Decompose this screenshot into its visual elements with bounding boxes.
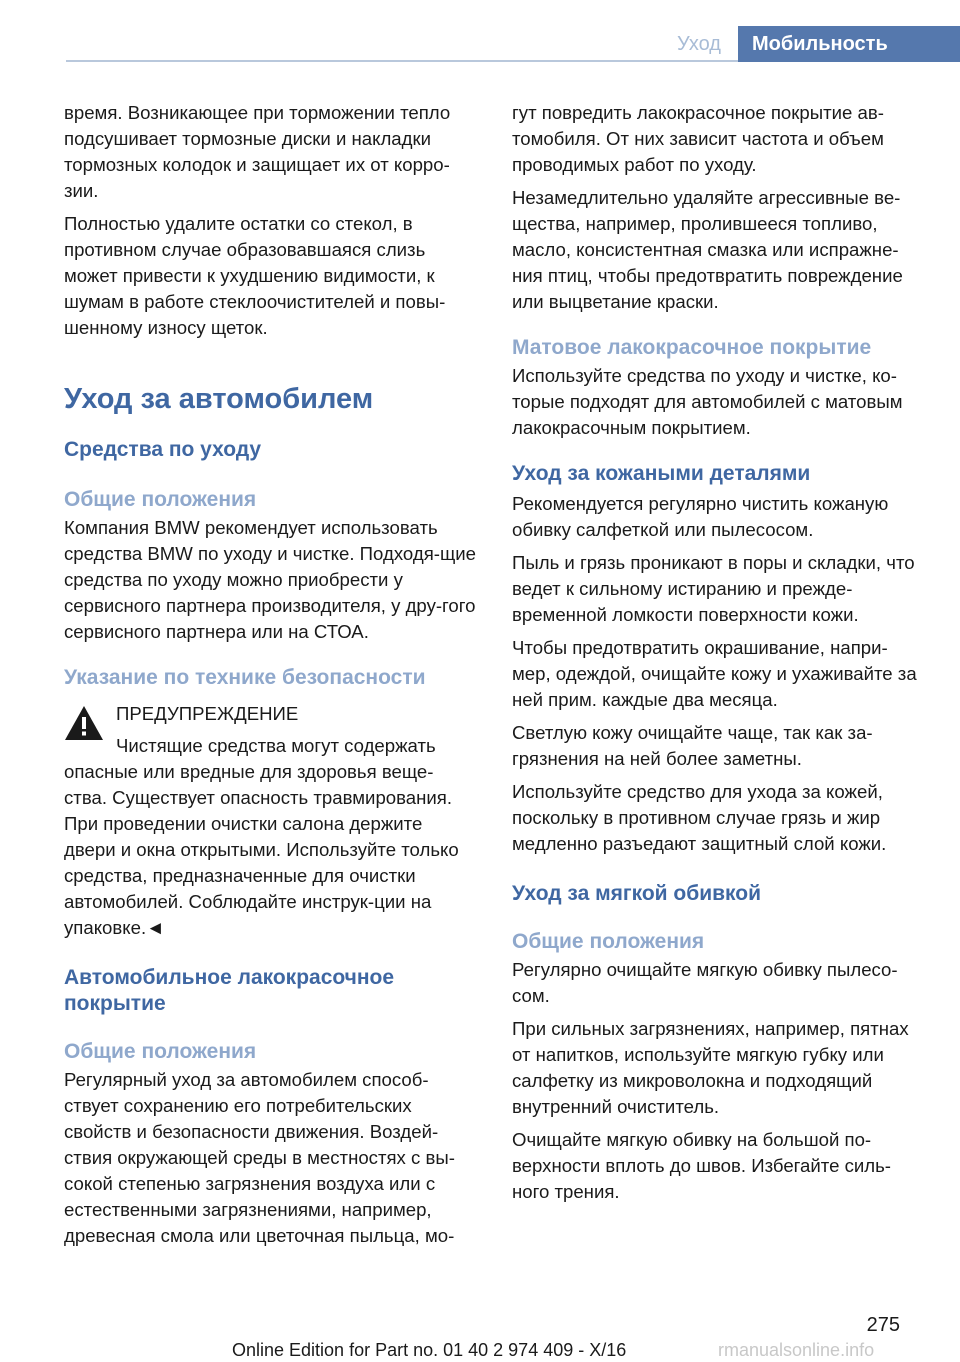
subsection-heading: Общие положения: [512, 930, 705, 953]
subsection-heading: Указание по технике безопасности: [64, 666, 426, 689]
paragraph: Светлую кожу очищайте чаще, так как за‐грязнения на ней более заметны.: [512, 722, 873, 769]
chapter-heading: Уход за автомобилем: [64, 383, 374, 415]
paragraph: Очищайте мягкую обивку на большой по‐верхности вплоть до швов. Избегайте силь‐ного трения.: [512, 1129, 892, 1202]
left-column: [64, 100, 476, 1256]
section-heading: Уход за кожаными деталями: [512, 462, 811, 485]
subsection-heading: Общие положения: [64, 488, 257, 511]
section-heading: Автомобильное лакокрасочное покрытие: [64, 966, 395, 1015]
right-column: [512, 100, 924, 1212]
section-tab-care[interactable]: Уход: [677, 33, 721, 55]
paragraph: Регулярно очищайте мягкую обивку пылесо‐сом.: [512, 959, 898, 1006]
watermark: rmanualsonline.info: [718, 1340, 875, 1360]
header-divider: [66, 60, 738, 62]
subsection-heading: Матовое лакокрасочное покрытие: [512, 336, 872, 359]
edition-line: Online Edition for Part no. 01 40 2 974 409 - X/16: [232, 1340, 627, 1360]
page-footer: [0, 1300, 960, 1362]
paragraph: Незамедлительно удаляйте агрессивные ве‐щества, например, пролившееся топливо, масло, консистентная смазка или испражне‐ния птиц, чтобы предотвратить повреждение или выцветание краски.: [512, 187, 903, 312]
paragraph: Компания BMW рекомендует использовать средства BMW по уходу и чистке. Подходя‐щие средства по уходу можно приобрести у сервисного партнера производителя, у дру‐гого сервисного партнера или на СТОА.: [64, 517, 476, 642]
page-number: 275: [866, 1314, 900, 1336]
paragraph: Чтобы предотвратить окрашивание, напри‐мер, одеждой, очищайте кожу и ухаживайте за ней прим. каждые два месяца.: [512, 637, 917, 710]
warning-text: Чистящие средства могут содержать опасные или вредные для здоровья веще‐ства. Существует опасность травмирования. При проведении очистки салона держите двери и окна открытыми. Используйте только средства, предназначенные для очистки автомобилей. Соблюдайте инструк‐ции на упаковке.◄: [64, 735, 459, 938]
warning-triangle-icon: [64, 705, 104, 741]
paragraph: При сильных загрязнениях, например, пятнах от напитков, используйте мягкую губку или салфетку из микроволокна и подходящий внутренний очиститель.: [512, 1018, 909, 1117]
section-heading: Средства по уходу: [64, 438, 262, 461]
warning-title: ПРЕДУПРЕЖДЕНИЕ: [116, 703, 299, 724]
paragraph: время. Возникающее при торможении тепло подсушивает тормозные диски и накладки тормозных колодок и защищает их от корро‐зии.: [64, 102, 451, 201]
paragraph: гут повредить лакокрасочное покрытие ав‐томобиля. От них зависит частота и объем проводимых работ по уходу.: [512, 102, 884, 175]
section-tab-mobility[interactable]: Мобильность: [738, 26, 960, 62]
page-header: [0, 0, 960, 62]
section-heading: Уход за мягкой обивкой: [512, 882, 762, 905]
paragraph: Пыль и грязь проникают в поры и складки, что ведет к сильному истиранию и прежде‐временной ломкости поверхности кожи.: [512, 552, 915, 625]
paragraph: Используйте средство для ухода за кожей, поскольку в противном случае грязь и жир медленно разъедают защитный слой кожи.: [512, 781, 887, 854]
paragraph: Полностью удалите остатки со стекол, в противном случае образовавшаяся слизь может привести к ухудшению видимости, к шумам в работе стеклоочистителей и повы‐шенному износу щеток.: [64, 213, 446, 338]
warning-block: [64, 701, 476, 941]
paragraph: Используйте средства по уходу и чистке, ко‐торые подходят для автомобилей с матовым лакокрасочным покрытием.: [512, 365, 903, 438]
paragraph: Рекомендуется регулярно чистить кожаную обивку салфеткой или пылесосом.: [512, 493, 889, 540]
subsection-heading: Общие положения: [64, 1040, 257, 1063]
paragraph: Регулярный уход за автомобилем способ‐ствует сохранению его потребительских свойств и безопасности движения. Воздей‐ствия окружающей среды в местностях с вы‐сокой степенью загрязнения воздуха или с естественными загрязнениями, например, древесная смола или цветочная пыльца, мо‐: [64, 1069, 455, 1246]
